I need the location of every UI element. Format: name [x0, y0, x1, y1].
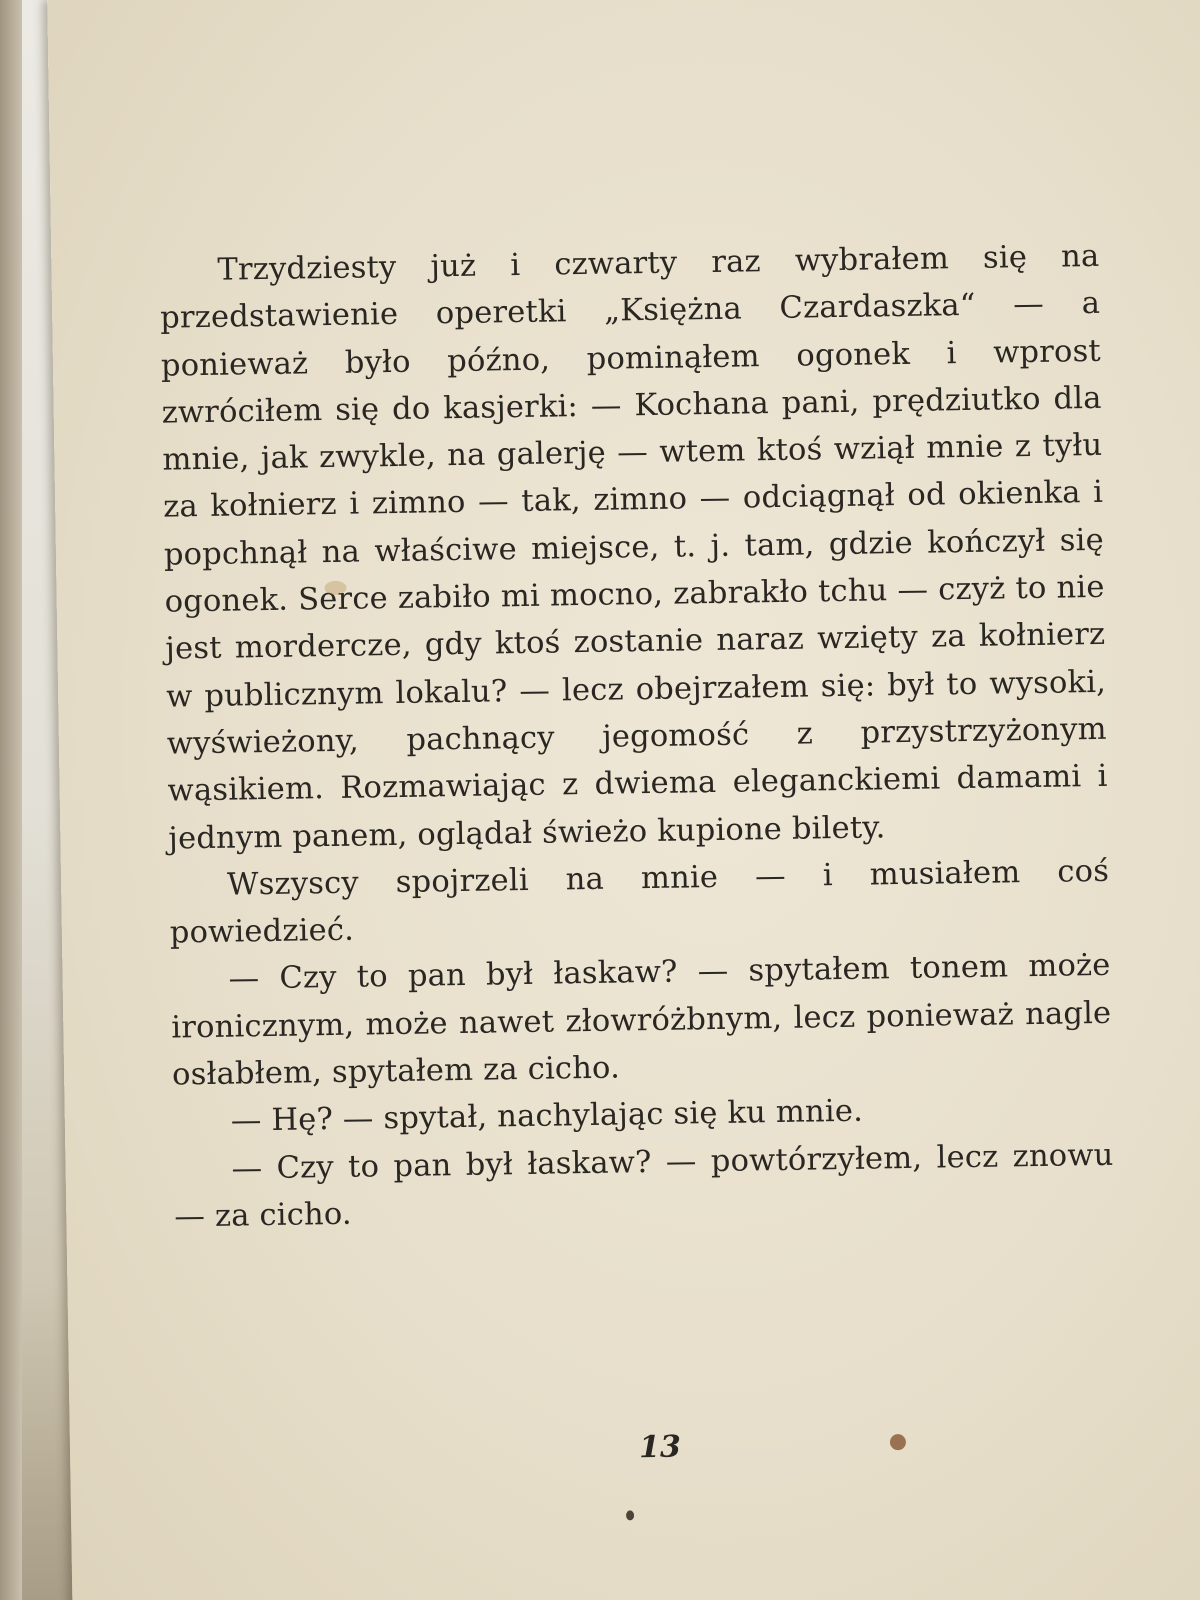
paragraph-4: — Hę? — spytał, nachylając się ku mnie. [230, 1094, 864, 1139]
paragraph-1: Trzydziesty już i czwarty raz wybrałem się na przedstawienie operetki „Księżna Czardaszka“ — a ponieważ było późno, pominąłem ogonek i wprost zwróciłem się do kasjerki: — Kochana pani, prędziutko dla mnie, jak zwykle, na galerję — wtem ktoś wziął mnie z tyłu za kołnierz i zimno — tak, zimno — odciągnął od okienka i popchnął na właściwe miejsce, t. j. tam, gdzie kończył się ogonek. Serce zabiło mi mocno, zabrakło tchu — czyż to nie jest mordercze, gdy ktoś zostanie naraz wzięty za kołnierz w publicznym lokalu? — lecz obejrzałem się: był to wysoki, wyświeżony, pachnący jegomość z przystrzyżonym wąsikiem. Rozmawiając z dwiema eleganckiemi damami i jednym panem, oglądał świeżo kupione bilety. [159, 238, 1108, 857]
ink-spot [626, 1510, 634, 1520]
paragraph-5: — Czy to pan był łaskaw? — powtórzyłem, lecz znowu — za cicho. [174, 1137, 1114, 1235]
page-number: 13 [638, 1429, 682, 1466]
binding-strip [0, 0, 22, 1600]
paragraph-3: — Czy to pan był łaskaw? — spytałem tonem może ironicznym, może nawet złowróżbnym, lecz ponieważ nagle osłabłem, spytałem za cicho. [171, 948, 1112, 1093]
paragraph-2: Wszyscy spojrzeli na mnie — i musiałem coś powiedzieć. [169, 853, 1110, 951]
body-text [159, 233, 1114, 1241]
book-page [47, 0, 1200, 1600]
